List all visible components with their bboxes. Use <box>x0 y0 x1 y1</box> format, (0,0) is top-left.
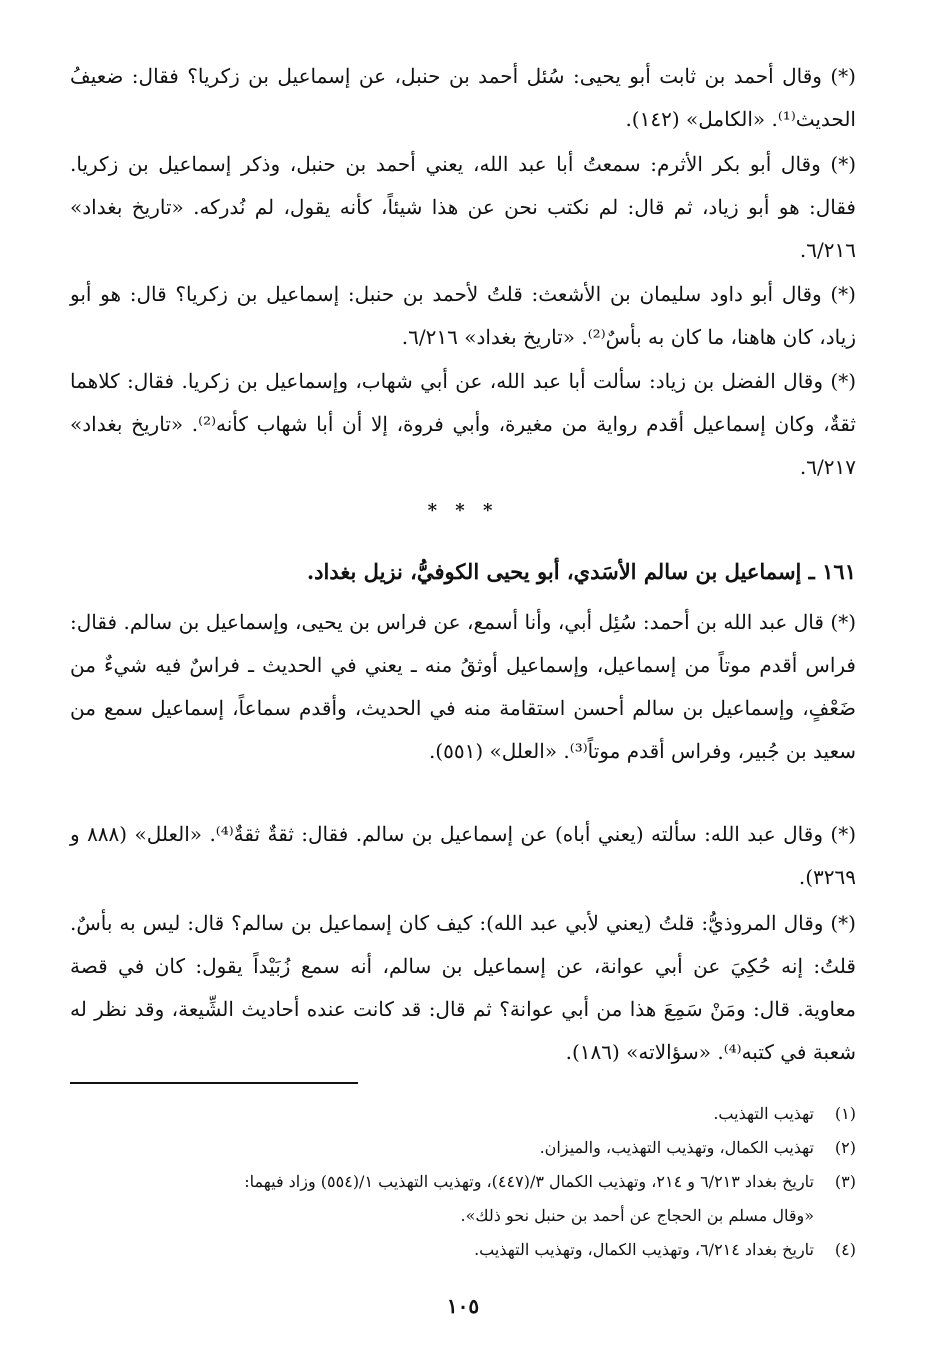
footnote-4 <box>70 1233 856 1267</box>
paragraph-7: (*) وقال المروذيُّ: قلتُ (يعني لأبي عبد الله): كيف كان إسماعيل بن سالم؟ قال: ليس به بأسٌ. قلتُ: إنه حُكِيَ عن أبي عوانة، عن إسماعيل بن سالم، أنه سمع زُبَيْداً يقول: كان في قصة معاوية. قال: ومَنْ سَمِعَ هذا من أبي عوانة؟ ثم قال: قد كانت عنده أحاديث الشِّيعة، وقد نظر له شعبة في كتبه⁽⁴⁾. «سؤالاته» (١٨٦). <box>70 911 856 1064</box>
footnote-text: تهذيب التهذيب. <box>713 1104 814 1123</box>
page <box>70 0 856 1362</box>
entry-heading: ١٦١ ـ إسماعيل بن سالم الأسَدي، أبو يحيى الكوفيُّ، نزيل بغداد. <box>306 559 856 584</box>
footnote-1 <box>70 1097 856 1131</box>
footnote-number: (٣) <box>834 1172 856 1191</box>
footnote-text: تاريخ بغداد ٦/٢١٤، وتهذيب الكمال، وتهذيب التهذيب. <box>474 1240 814 1259</box>
paragraph-4: (*) وقال الفضل بن زياد: سألت أبا عبد الله، عن أبي شهاب، وإسماعيل بن زكريا. فقال: كلاهما ثقةٌ، وكان إسماعيل أقدم رواية من مغيرة، وأبي فروة، إلا أن أبا شهاب كأنه⁽²⁾. «تاريخ بغداد» ٦/٢١٧. <box>70 369 856 479</box>
footnote-2 <box>70 1131 856 1165</box>
section-separator: * * * <box>427 500 499 521</box>
footnote-number: (٤) <box>834 1240 856 1259</box>
footnote-number: (٢) <box>834 1138 856 1157</box>
footnote-text: تاريخ بغداد ٦/٢١٣ و ٢١٤، وتهذيب الكمال ٣/(٤٤٧)، وتهذيب التهذيب ١/(٥٥٤) وزاد فيهما: <box>244 1172 814 1191</box>
paragraph-6: (*) وقال عبد الله: سألته (يعني أباه) عن إسماعيل بن سالم. فقال: ثقةٌ ثقةٌ⁽⁴⁾. «العلل» (٨٨٨ و ٣٢٦٩). <box>70 822 856 889</box>
paragraph-1: (*) وقال أحمد بن ثابت أبو يحيى: سُئل أحمد بن حنبل، عن إسماعيل بن زكريا؟ فقال: ضعيفُ الحديث⁽¹⁾. «الكامل» (١٤٢). <box>70 64 856 131</box>
footnote-number: (١) <box>834 1104 856 1123</box>
page-number: ١٠٥ <box>446 1294 480 1318</box>
footnote-text: تهذيب الكمال، وتهذيب التهذيب، والميزان. <box>539 1138 814 1157</box>
footnote-3-continuation: «وقال مسلم بن الحجاج عن أحمد بن حنبل نحو ذلك». <box>460 1206 814 1225</box>
footnote-rule <box>70 1082 358 1084</box>
paragraph-5: (*) قال عبد الله بن أحمد: سُئِل أبي، وأنا أسمع، عن فراس بن يحيى، وإسماعيل بن سالم. فقال: فراس أقدم موتاً من إسماعيل، وإسماعيل أوثقُ منه ـ يعني في الحديث ـ فراسٌ فيه شيءٌ من ضَعْفٍ، وإسماعيل بن سالم أحسن استقامة منه في الحديث، وأقدم سماعاً، إسماعيل سمع من سعيد بن جُبير، وفراس أقدم موتاً⁽³⁾. «العلل» (٥٥١). <box>70 610 856 763</box>
paragraph-3: (*) وقال أبو داود سليمان بن الأشعث: قلتُ لأحمد بن حنبل: إسماعيل بن زكريا؟ قال: هو أبو زياد، كان هاهنا، ما كان به بأسٌ⁽²⁾. «تاريخ بغداد» ٦/٢١٦. <box>70 282 856 349</box>
paragraph-2: (*) وقال أبو بكر الأثرم: سمعتُ أبا عبد الله، يعني أحمد بن حنبل، وذكر إسماعيل بن زكريا. فقال: هو أبو زياد، ثم قال: لم نكتب نحن عن هذا شيئاً، كأنه يقول، لم نُدركه. «تاريخ بغداد» ٦/٢١٦. <box>70 152 856 262</box>
footnote-3 <box>70 1165 856 1199</box>
